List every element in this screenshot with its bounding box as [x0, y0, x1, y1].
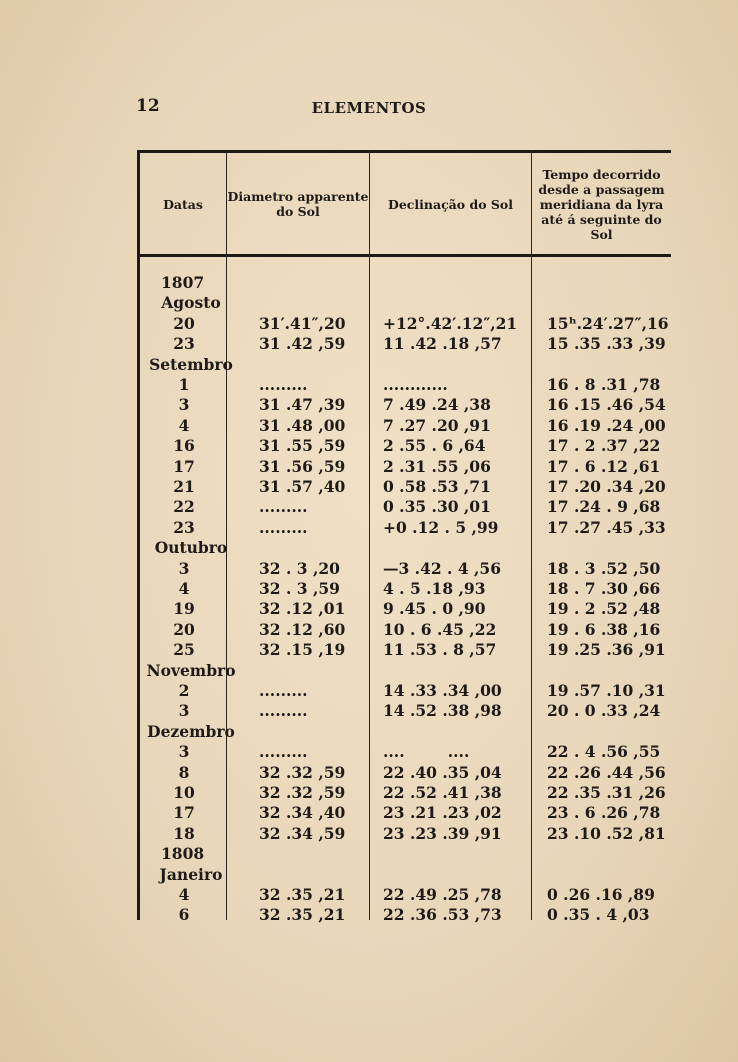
declination-cell: 22 .49 .25 ,78 [383, 885, 502, 904]
date-cell: 3 [178, 558, 190, 578]
time-cell: 17 .20 .34 ,20 [547, 477, 666, 496]
diameter-cell: 32 .12 ,60 [259, 619, 346, 639]
date-cell: 20 [173, 619, 195, 639]
date-cell: 20 [173, 313, 195, 333]
date-cell: 8 [178, 762, 190, 782]
time-cell: 15ʰ.24′.27″,16 [547, 313, 669, 333]
diameter-cell: ......... [259, 497, 308, 517]
time-cell: 17 . 6 .12 ,61 [547, 456, 661, 476]
time-cell: 19 . 6 .38 ,16 [547, 619, 661, 639]
time-cell: 19 .25 .36 ,91 [547, 640, 666, 660]
date-cell: 4 [178, 579, 190, 598]
diameter-cell: ......... [259, 701, 308, 721]
header-time-line: Tempo decorrido [542, 166, 661, 182]
declination-cell: 14 .33 .34 ,00 [383, 681, 502, 700]
time-cell: 16 . 8 .31 ,78 [547, 375, 661, 394]
diameter-cell: 32 . 3 ,59 [259, 579, 340, 598]
header-declination-label: Declinação do Sol [387, 196, 514, 212]
declination-cell: .... .... [383, 742, 470, 762]
date-cell: 18 [173, 823, 195, 843]
time-cell: 23 .10 .52 ,81 [547, 823, 666, 843]
page-number: 12 [136, 96, 160, 116]
time-cell: 22 .35 .31 ,26 [547, 783, 666, 802]
declination-cell: 7 .49 .24 ,38 [383, 395, 491, 415]
date-cell: 2 [178, 681, 190, 700]
header-diameter-line: do Sol [276, 204, 320, 219]
month-heading: Dezembro [147, 721, 235, 741]
diameter-cell: 31 .42 ,59 [259, 334, 346, 354]
date-cell: 21 [173, 477, 195, 496]
diameter-cell: 31 .56 ,59 [259, 456, 346, 476]
date-cell: 19 [173, 599, 195, 619]
diameter-cell: 31 .48 ,00 [259, 415, 346, 435]
diameter-cell: 32 .32 ,59 [259, 783, 346, 802]
declination-cell: 0 .35 .30 ,01 [383, 497, 491, 517]
time-cell: 16 .15 .46 ,54 [547, 395, 666, 415]
declination-cell: 2 .55 . 6 ,64 [383, 436, 486, 456]
time-cell: 18 . 3 .52 ,50 [547, 558, 661, 578]
header-time-line: meridiana da lyra [539, 196, 664, 212]
declination-cell: 22 .52 .41 ,38 [383, 783, 502, 802]
diameter-cell: ......... [259, 742, 308, 762]
time-cell: 20 . 0 .33 ,24 [547, 701, 661, 721]
diameter-cell: 32 .32 ,59 [259, 762, 346, 782]
declination-cell: +0 .12 . 5 ,99 [383, 517, 499, 537]
declination-cell: 22 .36 .53 ,73 [383, 905, 502, 925]
time-cell: 17 .24 . 9 ,68 [547, 497, 661, 517]
declination-cell: 23 .21 .23 ,02 [383, 803, 502, 823]
time-cell: 17 . 2 .37 ,22 [547, 436, 661, 456]
diameter-cell: 32 .34 ,59 [259, 823, 346, 843]
diameter-cell: 32 . 3 ,20 [259, 558, 340, 578]
header-dates [140, 156, 226, 252]
declination-cell: 10 . 6 .45 ,22 [383, 619, 497, 639]
diameter-cell: ......... [259, 517, 308, 537]
declination-cell: 2 .31 .55 ,06 [383, 456, 491, 476]
date-cell: 3 [178, 742, 190, 762]
date-cell: 10 [173, 783, 195, 802]
time-cell: 22 . 4 .56 ,55 [547, 742, 661, 762]
time-cell: 19 . 2 .52 ,48 [547, 599, 661, 619]
date-cell: 4 [178, 415, 190, 435]
date-cell: 3 [178, 395, 190, 415]
time-cell: 18 . 7 .30 ,66 [547, 579, 661, 598]
declination-cell: 11 .53 . 8 ,57 [383, 640, 497, 660]
diameter-cell: 32 .35 ,21 [259, 885, 346, 904]
header-diameter [227, 156, 369, 252]
date-cell: 23 [173, 334, 195, 354]
time-cell: 23 . 6 .26 ,78 [547, 803, 661, 823]
date-cell: 4 [178, 885, 190, 904]
date-cell: 25 [173, 640, 195, 660]
declination-cell: 7 .27 .20 ,91 [383, 415, 491, 435]
date-cell: 17 [173, 456, 195, 476]
time-cell: 22 .26 .44 ,56 [547, 762, 666, 782]
declination-cell: +12°.42′.12″,21 [383, 313, 518, 333]
time-cell: 17 .27 .45 ,33 [547, 517, 666, 537]
declination-cell: 9 .45 . 0 ,90 [383, 599, 486, 619]
header-declination [370, 156, 531, 252]
diameter-cell: ......... [259, 375, 308, 394]
diameter-cell: 32 .34 ,40 [259, 803, 346, 823]
declination-cell: —3 .42 . 4 ,56 [383, 558, 501, 578]
date-cell: 22 [173, 497, 195, 517]
diameter-cell: 32 .15 ,19 [259, 640, 346, 660]
date-cell: 3 [178, 701, 190, 721]
diameter-cell: 31 .57 ,40 [259, 477, 346, 496]
ephemeris-table [137, 150, 671, 925]
date-cell: 6 [178, 905, 190, 925]
table-header-rule [137, 254, 671, 257]
table-left-rule [137, 150, 140, 920]
header-time-line: desde a passagem [538, 181, 665, 197]
date-cell: 1 [178, 375, 190, 394]
declination-cell: 23 .23 .39 ,91 [383, 823, 502, 843]
declination-cell: 11 .42 .18 ,57 [383, 334, 502, 354]
time-cell: 0 .26 .16 ,89 [547, 885, 655, 904]
diameter-cell: ......... [259, 681, 308, 700]
header-time-line: até á seguinte do Sol [541, 211, 662, 242]
column-divider [531, 150, 532, 920]
diameter-cell: 31 .47 ,39 [259, 395, 346, 415]
date-cell: 23 [173, 517, 195, 537]
year-heading: 1807 [161, 273, 205, 292]
time-cell: 0 .35 . 4 ,03 [547, 905, 650, 925]
running-head: ELEMENTOS [311, 99, 427, 117]
date-cell: 17 [173, 803, 195, 823]
month-heading: Novembro [146, 660, 236, 680]
month-heading: Setembro [149, 354, 233, 374]
declination-cell: ............ [383, 375, 448, 394]
diameter-cell: 32 .35 ,21 [259, 905, 346, 925]
time-cell: 19 .57 .10 ,31 [547, 681, 666, 700]
month-heading: Janeiro [159, 864, 223, 884]
declination-cell: 0 .58 .53 ,71 [383, 477, 491, 496]
date-cell: 16 [173, 436, 195, 456]
month-heading: Outubro [154, 538, 228, 558]
time-cell: 15 .35 .33 ,39 [547, 334, 666, 354]
header-diameter-line: Diametro apparente [227, 189, 369, 204]
declination-cell: 14 .52 .38 ,98 [383, 701, 502, 721]
table-top-rule [137, 150, 671, 153]
header-dates-label: Datas [163, 196, 203, 212]
declination-cell: 4 . 5 .18 ,93 [383, 579, 486, 598]
month-heading: Agosto [161, 293, 221, 313]
diameter-cell: 31 .55 ,59 [259, 436, 346, 456]
time-cell: 16 .19 .24 ,00 [547, 415, 666, 435]
declination-cell: 22 .40 .35 ,04 [383, 762, 502, 782]
diameter-cell: 31′.41″,20 [259, 313, 346, 333]
header-time [532, 156, 671, 252]
year-heading: 1808 [161, 844, 205, 864]
diameter-cell: 32 .12 ,01 [259, 599, 346, 619]
